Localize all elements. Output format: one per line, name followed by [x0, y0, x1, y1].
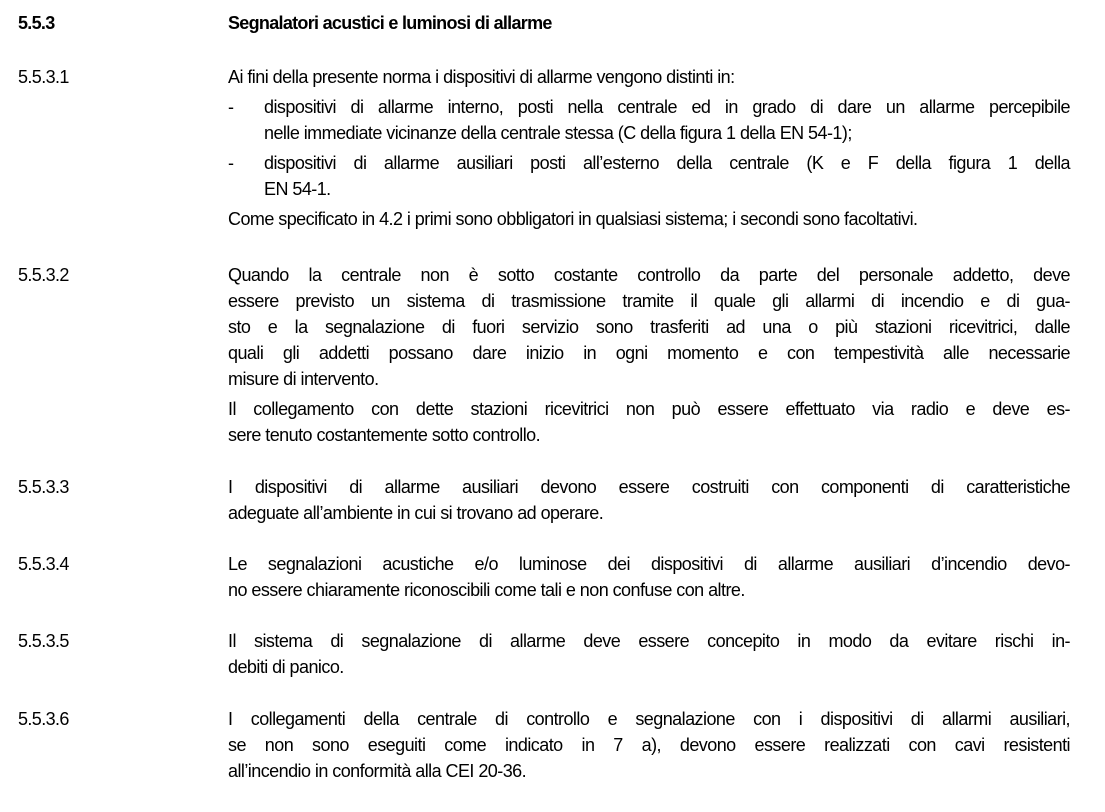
clause-number: 5.5.3.2: [18, 265, 69, 285]
text-line: Quando la centrale non è sotto costante controllo da parte del personale addetto, deve: [228, 265, 1070, 285]
clause-body: [228, 706, 1070, 784]
text-line: all’incendio in conformità alla CEI 20-36.: [228, 761, 527, 781]
clause-number: 5.5.3.6: [18, 709, 69, 729]
section-number: 5.5.3: [18, 13, 55, 33]
clause-number: 5.5.3.5: [18, 631, 69, 651]
text-line: dispositivi di allarme ausiliari posti all’esterno della centrale (K e F della figura 1 della: [264, 153, 1070, 173]
text-line: Il sistema di segnalazione di allarme deve essere concepito in modo da evitare rischi in-: [228, 631, 1070, 651]
list-item: [228, 150, 1070, 202]
clause-body: [228, 551, 1070, 603]
text-line: adeguate all’ambiente in cui si trovano ad operare.: [228, 503, 604, 523]
text-line: I collegamenti della centrale di controllo e segnalazione con i dispositivi di allarmi ausiliari,: [228, 709, 1070, 729]
section-title: Segnalatori acustici e luminosi di allarme: [228, 13, 552, 33]
text-line: dispositivi di allarme interno, posti nella centrale ed in grado di dare un allarme percepibile: [264, 97, 1070, 117]
clause-body: [228, 474, 1070, 526]
text-line: misure di intervento.: [228, 369, 379, 389]
clause-body: [228, 628, 1070, 680]
text-line: quali gli addetti possano dare inizio in ogni momento e con tempestività alle necessarie: [228, 343, 1070, 363]
text-line: Le segnalazioni acustiche e/o luminose dei dispositivi di allarme ausiliari d’incendio devo-: [228, 554, 1070, 574]
list-bullet: -: [228, 153, 234, 173]
text-line: sto e la segnalazione di fuori servizio sono trasferiti ad una o più stazioni ricevitrici, dalle: [228, 317, 1070, 337]
text-line: debiti di panico.: [228, 657, 344, 677]
text-line: I dispositivi di allarme ausiliari devono essere costruiti con componenti di caratteristiche: [228, 477, 1070, 497]
paragraph: [228, 262, 1070, 392]
clause-body: [228, 262, 1070, 448]
text-line: nelle immediate vicinanze della centrale stessa (C della figura 1 della EN 54-1);: [264, 123, 852, 143]
list-bullet: -: [228, 97, 234, 117]
clause-number: 5.5.3.4: [18, 554, 69, 574]
clause-outro: Come specificato in 4.2 i primi sono obbligatori in qualsiasi sistema; i secondi sono facoltativi.: [228, 209, 918, 229]
text-line: sere tenuto costantemente sotto controllo.: [228, 425, 541, 445]
text-line: essere previsto un sistema di trasmissione tramite il quale gli allarmi di incendio e di gua-: [228, 291, 1070, 311]
text-line: EN 54-1.: [264, 179, 331, 199]
clause-number: 5.5.3.1: [18, 67, 69, 87]
paragraph: [228, 396, 1070, 448]
clause-intro: Ai fini della presente norma i dispositivi di allarme vengono distinti in:: [228, 67, 735, 87]
list-item: [228, 94, 1070, 146]
text-line: se non sono eseguiti come indicato in 7 a), devono essere realizzati con cavi resistenti: [228, 735, 1070, 755]
clause-body: [228, 64, 1070, 232]
text-line: Il collegamento con dette stazioni ricevitrici non può essere effettuato via radio e deve es-: [228, 399, 1070, 419]
clause-number: 5.5.3.3: [18, 477, 69, 497]
text-line: no essere chiaramente riconoscibili come tali e non confuse con altre.: [228, 580, 745, 600]
